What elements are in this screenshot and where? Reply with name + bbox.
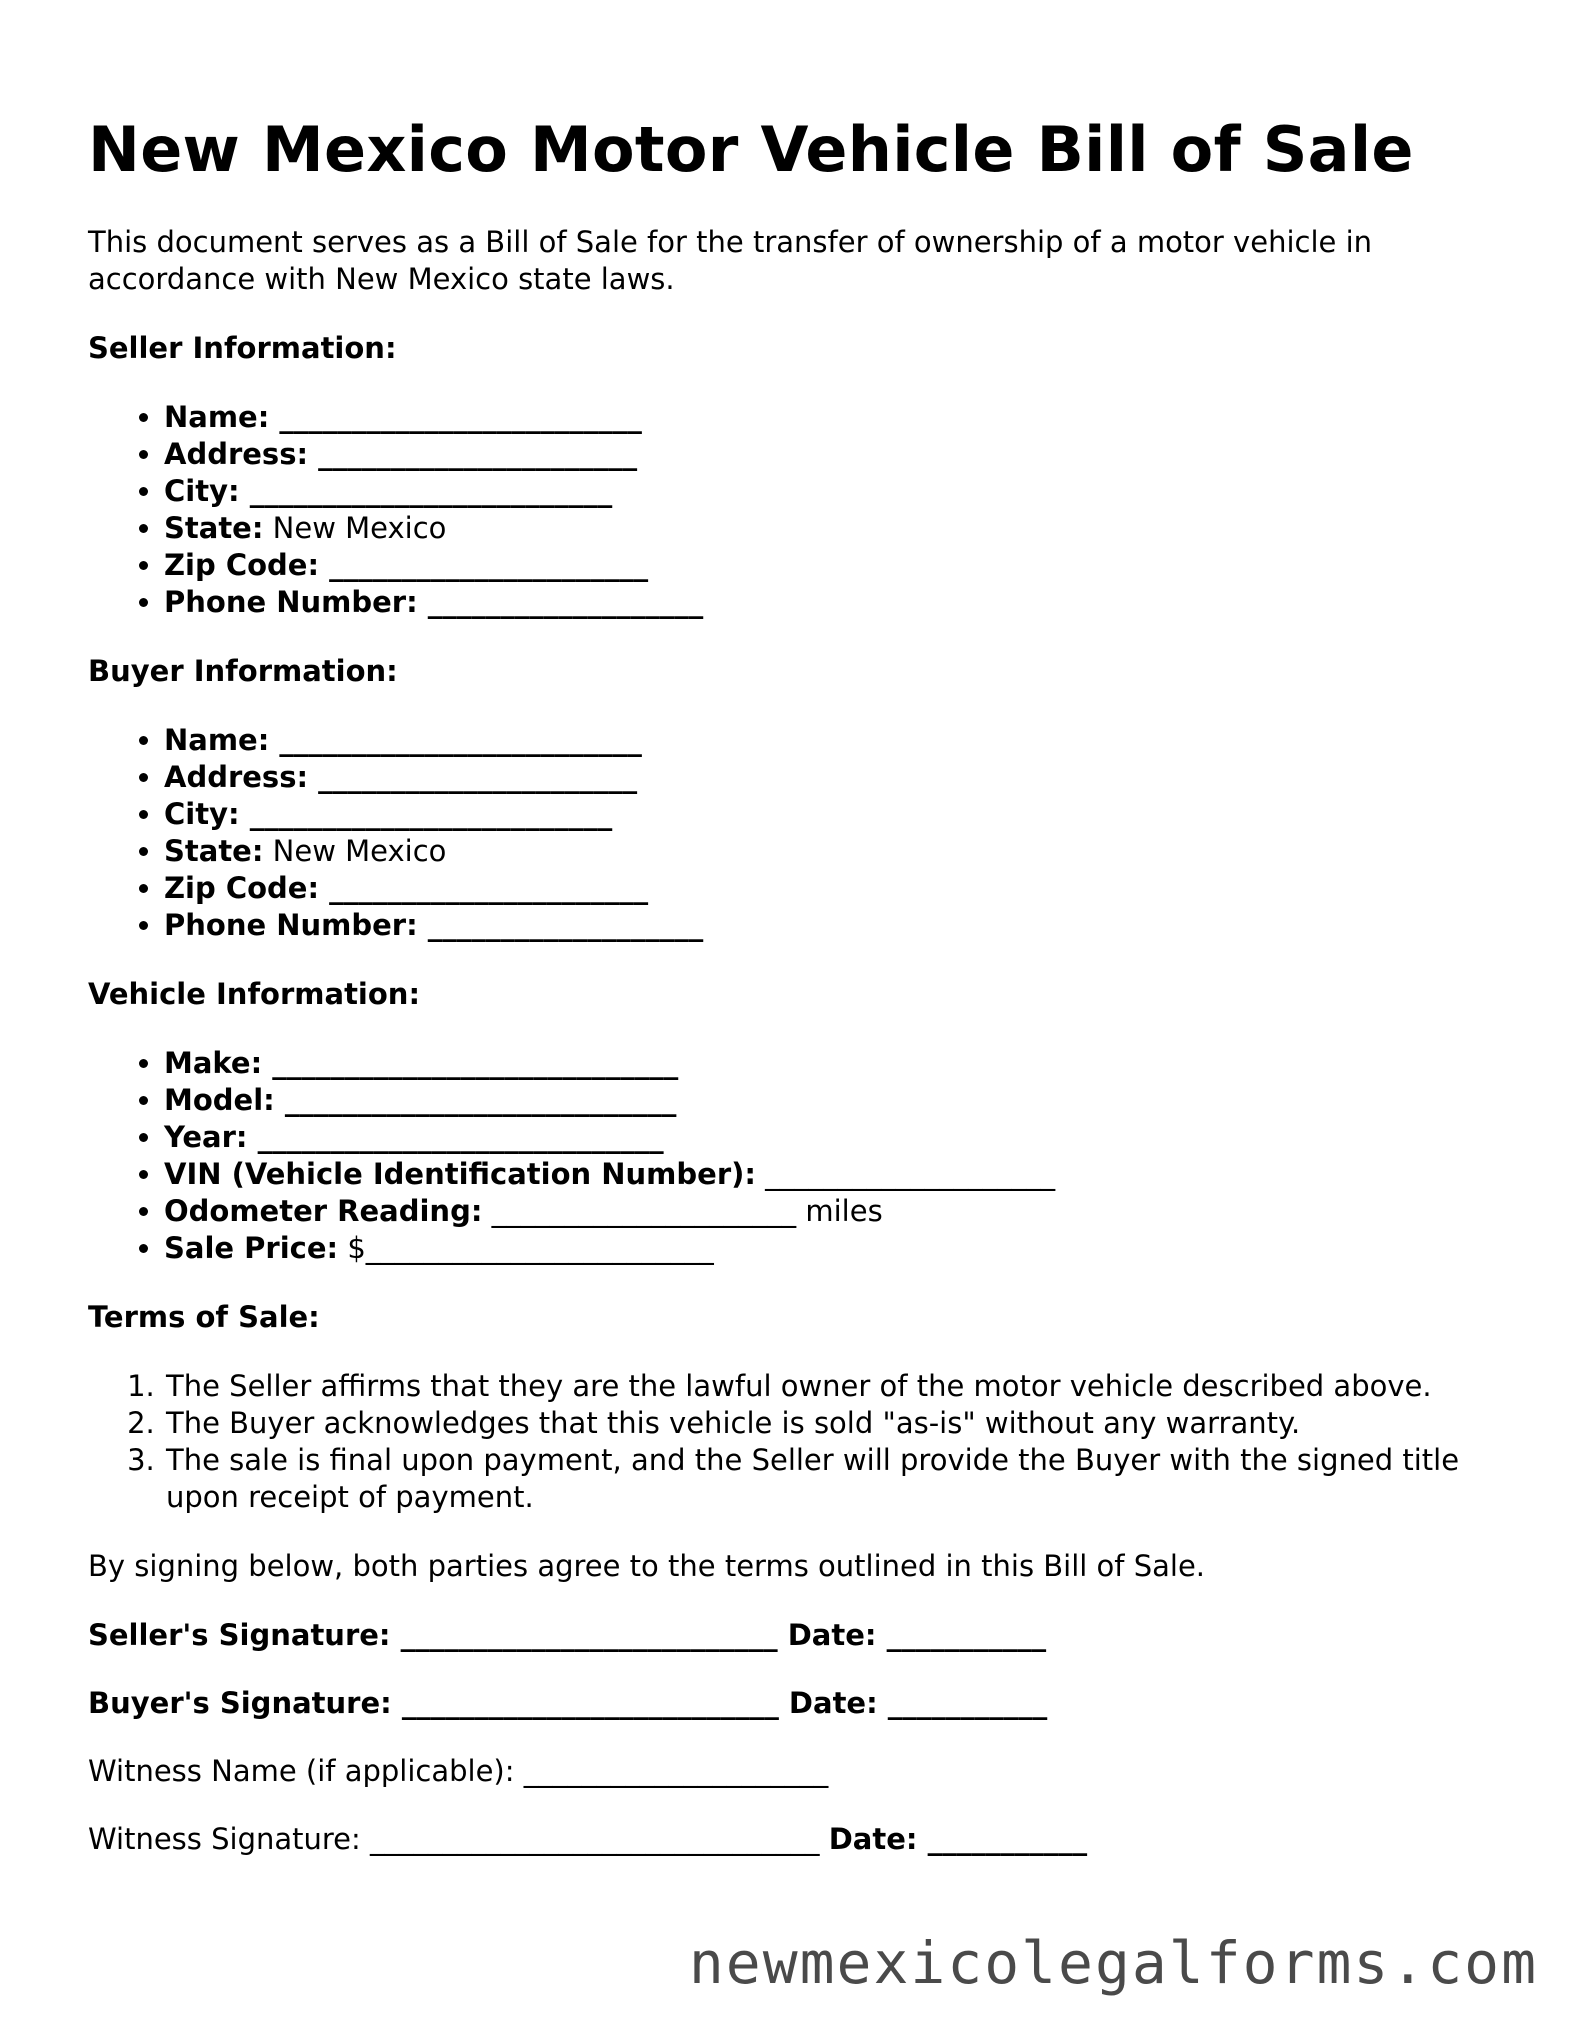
field-label: City: bbox=[164, 474, 240, 508]
field-label: Sale Price: bbox=[164, 1231, 339, 1265]
terms-list bbox=[88, 1368, 1488, 1516]
buyer-address-item bbox=[164, 759, 1488, 796]
witness-date-line[interactable]: Date: ___________ bbox=[828, 1822, 1088, 1856]
field-label: Address: bbox=[164, 760, 309, 794]
vehicle-odometer-item bbox=[164, 1193, 1488, 1230]
field-label: State: bbox=[164, 511, 264, 545]
vehicle-model-item bbox=[164, 1082, 1488, 1119]
seller-phone-item bbox=[164, 584, 1488, 621]
seller-fields-list bbox=[88, 399, 1488, 621]
witness-name-line[interactable]: Witness Name (if applicable): _____________________ bbox=[88, 1754, 829, 1788]
buyer-zip-item bbox=[164, 870, 1488, 907]
vehicle-year-field[interactable]: ____________________________ bbox=[247, 1120, 664, 1154]
seller-address-item bbox=[164, 436, 1488, 473]
buyer-phone-item bbox=[164, 907, 1488, 944]
field-label: Odometer Reading: bbox=[164, 1194, 483, 1228]
terms-item: 2. The Buyer acknowledges that this vehicle is sold "as-is" without any warranty. bbox=[164, 1405, 1488, 1442]
field-label: City: bbox=[164, 797, 240, 831]
buyer-city-field[interactable]: _________________________ bbox=[239, 797, 613, 831]
terms-item: 1. The Seller affirms that they are the lawful owner of the motor vehicle described above. bbox=[164, 1368, 1488, 1405]
buyer-address-field[interactable]: ______________________ bbox=[308, 760, 638, 794]
page-title: New Mexico Motor Vehicle Bill of Sale bbox=[88, 113, 1414, 186]
seller-name-field[interactable]: _________________________ bbox=[269, 400, 642, 434]
field-label: Name: bbox=[164, 400, 270, 434]
vehicle-year-item bbox=[164, 1119, 1488, 1156]
terms-heading: Terms of Sale: bbox=[88, 1300, 320, 1334]
field-label: Zip Code: bbox=[164, 871, 320, 905]
field-label: Make: bbox=[164, 1046, 263, 1080]
seller-heading: Seller Information: bbox=[88, 331, 397, 365]
vehicle-vin-item bbox=[164, 1156, 1488, 1193]
vehicle-odometer-field[interactable]: _____________________ miles bbox=[482, 1194, 883, 1228]
seller-signature-line[interactable]: Seller's Signature: __________________________ Date: ___________ bbox=[88, 1618, 1047, 1652]
vehicle-model-field[interactable]: ___________________________ bbox=[274, 1083, 677, 1117]
buyer-city-item bbox=[164, 796, 1488, 833]
buyer-phone-field[interactable]: ___________________ bbox=[417, 908, 704, 942]
seller-name-item bbox=[164, 399, 1488, 436]
field-label: Zip Code: bbox=[164, 548, 320, 582]
seller-city-field[interactable]: _________________________ bbox=[239, 474, 613, 508]
intro-paragraph: This document serves as a Bill of Sale for the transfer of ownership of a motor vehicle in accordance with New Mexico state laws. bbox=[88, 225, 1373, 296]
buyer-fields-list bbox=[88, 722, 1488, 944]
seller-state-item bbox=[164, 510, 1488, 547]
buyer-signature-line[interactable]: Buyer's Signature: __________________________ Date: ___________ bbox=[88, 1686, 1048, 1720]
vehicle-vin-field[interactable]: ____________________ bbox=[755, 1157, 1056, 1191]
field-label: Name: bbox=[164, 723, 270, 757]
field-label: Phone Number: bbox=[164, 908, 418, 942]
field-label: Year: bbox=[164, 1120, 248, 1154]
vehicle-price-field[interactable]: $________________________ bbox=[338, 1231, 714, 1265]
buyer-heading: Buyer Information: bbox=[88, 654, 398, 688]
terms-item: 3. The sale is final upon payment, and the Seller will provide the Buyer with the signed title upon receipt of payment. bbox=[164, 1442, 1488, 1516]
field-label: Phone Number: bbox=[164, 585, 418, 619]
seller-phone-field[interactable]: ___________________ bbox=[417, 585, 704, 619]
buyer-zip-field[interactable]: ______________________ bbox=[319, 871, 649, 905]
field-label: VIN (Vehicle Identification Number): bbox=[164, 1157, 756, 1191]
seller-address-field[interactable]: ______________________ bbox=[308, 437, 638, 471]
seller-zip-item bbox=[164, 547, 1488, 584]
witness-signature-line[interactable]: Witness Signature: _______________________________ bbox=[88, 1822, 829, 1856]
seller-zip-field[interactable]: ______________________ bbox=[319, 548, 649, 582]
seller-city-item bbox=[164, 473, 1488, 510]
vehicle-price-item bbox=[164, 1230, 1488, 1267]
seller-state-value: New Mexico bbox=[263, 511, 447, 545]
buyer-state-value: New Mexico bbox=[263, 834, 447, 868]
site-watermark: newmexicolegalforms.com bbox=[688, 1929, 1538, 1997]
buyer-name-field[interactable]: _________________________ bbox=[269, 723, 642, 757]
vehicle-make-item bbox=[164, 1045, 1488, 1082]
buyer-name-item bbox=[164, 722, 1488, 759]
field-label: State: bbox=[164, 834, 264, 868]
vehicle-heading: Vehicle Information: bbox=[88, 977, 421, 1011]
buyer-state-item bbox=[164, 833, 1488, 870]
field-label: Model: bbox=[164, 1083, 275, 1117]
field-label: Address: bbox=[164, 437, 309, 471]
agreement-statement: By signing below, both parties agree to the terms outlined in this Bill of Sale. bbox=[88, 1549, 1206, 1583]
vehicle-make-field[interactable]: ____________________________ bbox=[262, 1046, 679, 1080]
vehicle-fields-list bbox=[88, 1045, 1488, 1267]
document-page bbox=[88, 110, 1488, 1858]
witness-signature-row bbox=[88, 1821, 1488, 1858]
